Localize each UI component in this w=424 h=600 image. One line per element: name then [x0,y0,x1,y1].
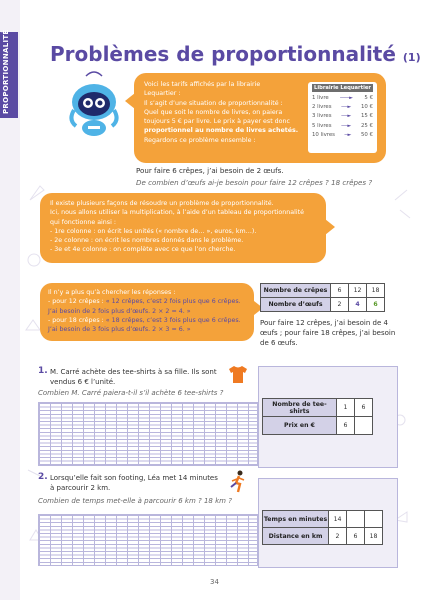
bubble-tail [125,93,135,109]
answer-bubble [40,283,254,341]
intro-line: Lequartier : [144,90,181,98]
table-row: Nombre de crêpes 6 12 18 [261,284,385,298]
method-bubble [40,193,326,263]
exercise-1-question: Combien M. Carré paiera-t-il s’il achète 6 tee-shirts ? [38,389,224,397]
exercise-1-text: M. Carré achète des tee-shirts à sa fille. Ils sont vendus 6 € l’unité. [50,368,217,386]
method-line: - 1re colonne : on écrit les unités (« nombre de… », euros, km…). [50,227,257,235]
price-row: 2 livres ──► 10 € [312,103,373,112]
intro-line: Il s’agit d’une situation de proportionnalité : [144,99,283,107]
proportion-table-tshirts [262,398,373,435]
empty-answer-cell[interactable] [347,511,365,528]
proportion-table-crepes [260,283,385,312]
table-row: Prix en € 6 [263,417,373,435]
table-row: Temps en minutes 14 [263,511,383,528]
problem-question: De combien d’œufs ai-je besoin pour faire 12 crêpes ? 18 crêpes ? [136,178,373,187]
method-line: - 2e colonne : on écrit les nombres donnés dans le problème. [50,237,244,245]
sidebar [0,0,20,600]
price-list-header: Librairie Lequartier [312,84,373,92]
table-row: Nombre de tee-shirts 1 6 [263,399,373,417]
table1-conclusion: Pour faire 12 crêpes, j’ai besoin de 4 œufs ; pour faire 18 crêpes, j’ai besoin de 6 œufs. [260,319,396,347]
tshirt-icon [228,364,248,384]
intro-line: proportionnel au nombre de livres achetés. [144,127,299,135]
price-row: 1 livre ───► 5 € [312,94,373,103]
runner-icon [228,470,248,494]
method-line: - 3e et 4e colonne : on complète avec ce que l’on cherche. [50,246,236,254]
answer-12: - pour 12 crêpes : « 12 crêpes, c’est 2 fois plus que 6 crêpes. [48,298,241,306]
arrow-icon: ──► [341,122,352,129]
empty-answer-cell[interactable] [355,417,373,435]
arrow-icon: ──► [341,104,352,111]
empty-answer-cell[interactable] [365,511,383,528]
price-list [308,82,377,153]
bubble-tail [325,219,335,235]
intro-line: Regardons ce problème ensemble : [144,136,256,144]
intro-line: Voici les tarifs affichés par la librairie [144,81,261,88]
answer-grid-2[interactable] [38,514,258,566]
intro-bubble [134,73,386,163]
answer-18: - pour 18 crêpes : « 18 crêpes, c’est 3 fois plus que 6 crêpes. [48,316,241,324]
exercise-2-number: 2. [38,472,48,482]
arrow-icon: ──► [341,113,352,120]
title-text: Problèmes de proportionnalité [50,42,396,66]
exercise-2-text: Lorsqu’elle fait son footing, Léa met 14 minutes à parcourir 2 km. [50,474,218,492]
robot-mascot-icon [66,70,122,142]
page-title [50,42,421,66]
answer-grid-1[interactable] [38,402,258,466]
price-row: 5 livres ──► 25 € [312,122,373,131]
problem-statement: Pour faire 6 crêpes, j’ai besoin de 2 œufs. [136,166,284,175]
page-number: 34 [210,578,219,586]
price-row: 3 livres ──► 15 € [312,112,373,121]
proportion-table-running [262,510,383,545]
table-row: Nombre d’œufs 2 4 6 [261,298,385,312]
answer-intro: Il n’y a plus qu’à chercher les réponses : [48,289,176,296]
intro-line: Quel que soit le nombre de livres, on paiera [144,108,283,116]
method-line: Il existe plusieurs façons de résoudre un problème de proportionnalité. [50,200,274,207]
chapter-label: PROPORTIONNALITÉ [2,29,10,114]
arrow-icon: ─► [344,131,352,138]
answer-12-calc: J’ai besoin de 2 fois plus d’œufs. 2 × 2 = 4. » [48,307,191,315]
answer-18-calc: J’ai besoin de 3 fois plus d’œufs. 2 × 3 = 6. » [48,326,191,334]
price-row: 10 livres ─► 50 € [312,131,373,140]
intro-line: toujours 5 € par livre. Le prix à payer est donc [144,118,290,126]
intro-text [144,80,300,145]
arrow-icon: ───► [340,95,354,101]
method-line: qui fonctionne ainsi : [50,218,116,226]
method-line: Ici, nous allons utiliser la multiplication, à l’aide d’un tableau de proportionnalité [50,209,304,217]
title-number: (1) [402,51,421,64]
exercise-1-number: 1. [38,366,48,376]
table-row: Distance en km 2 6 18 [263,528,383,545]
exercise-2-question: Combien de temps met-elle à parcourir 6 km ? 18 km ? [38,497,232,505]
